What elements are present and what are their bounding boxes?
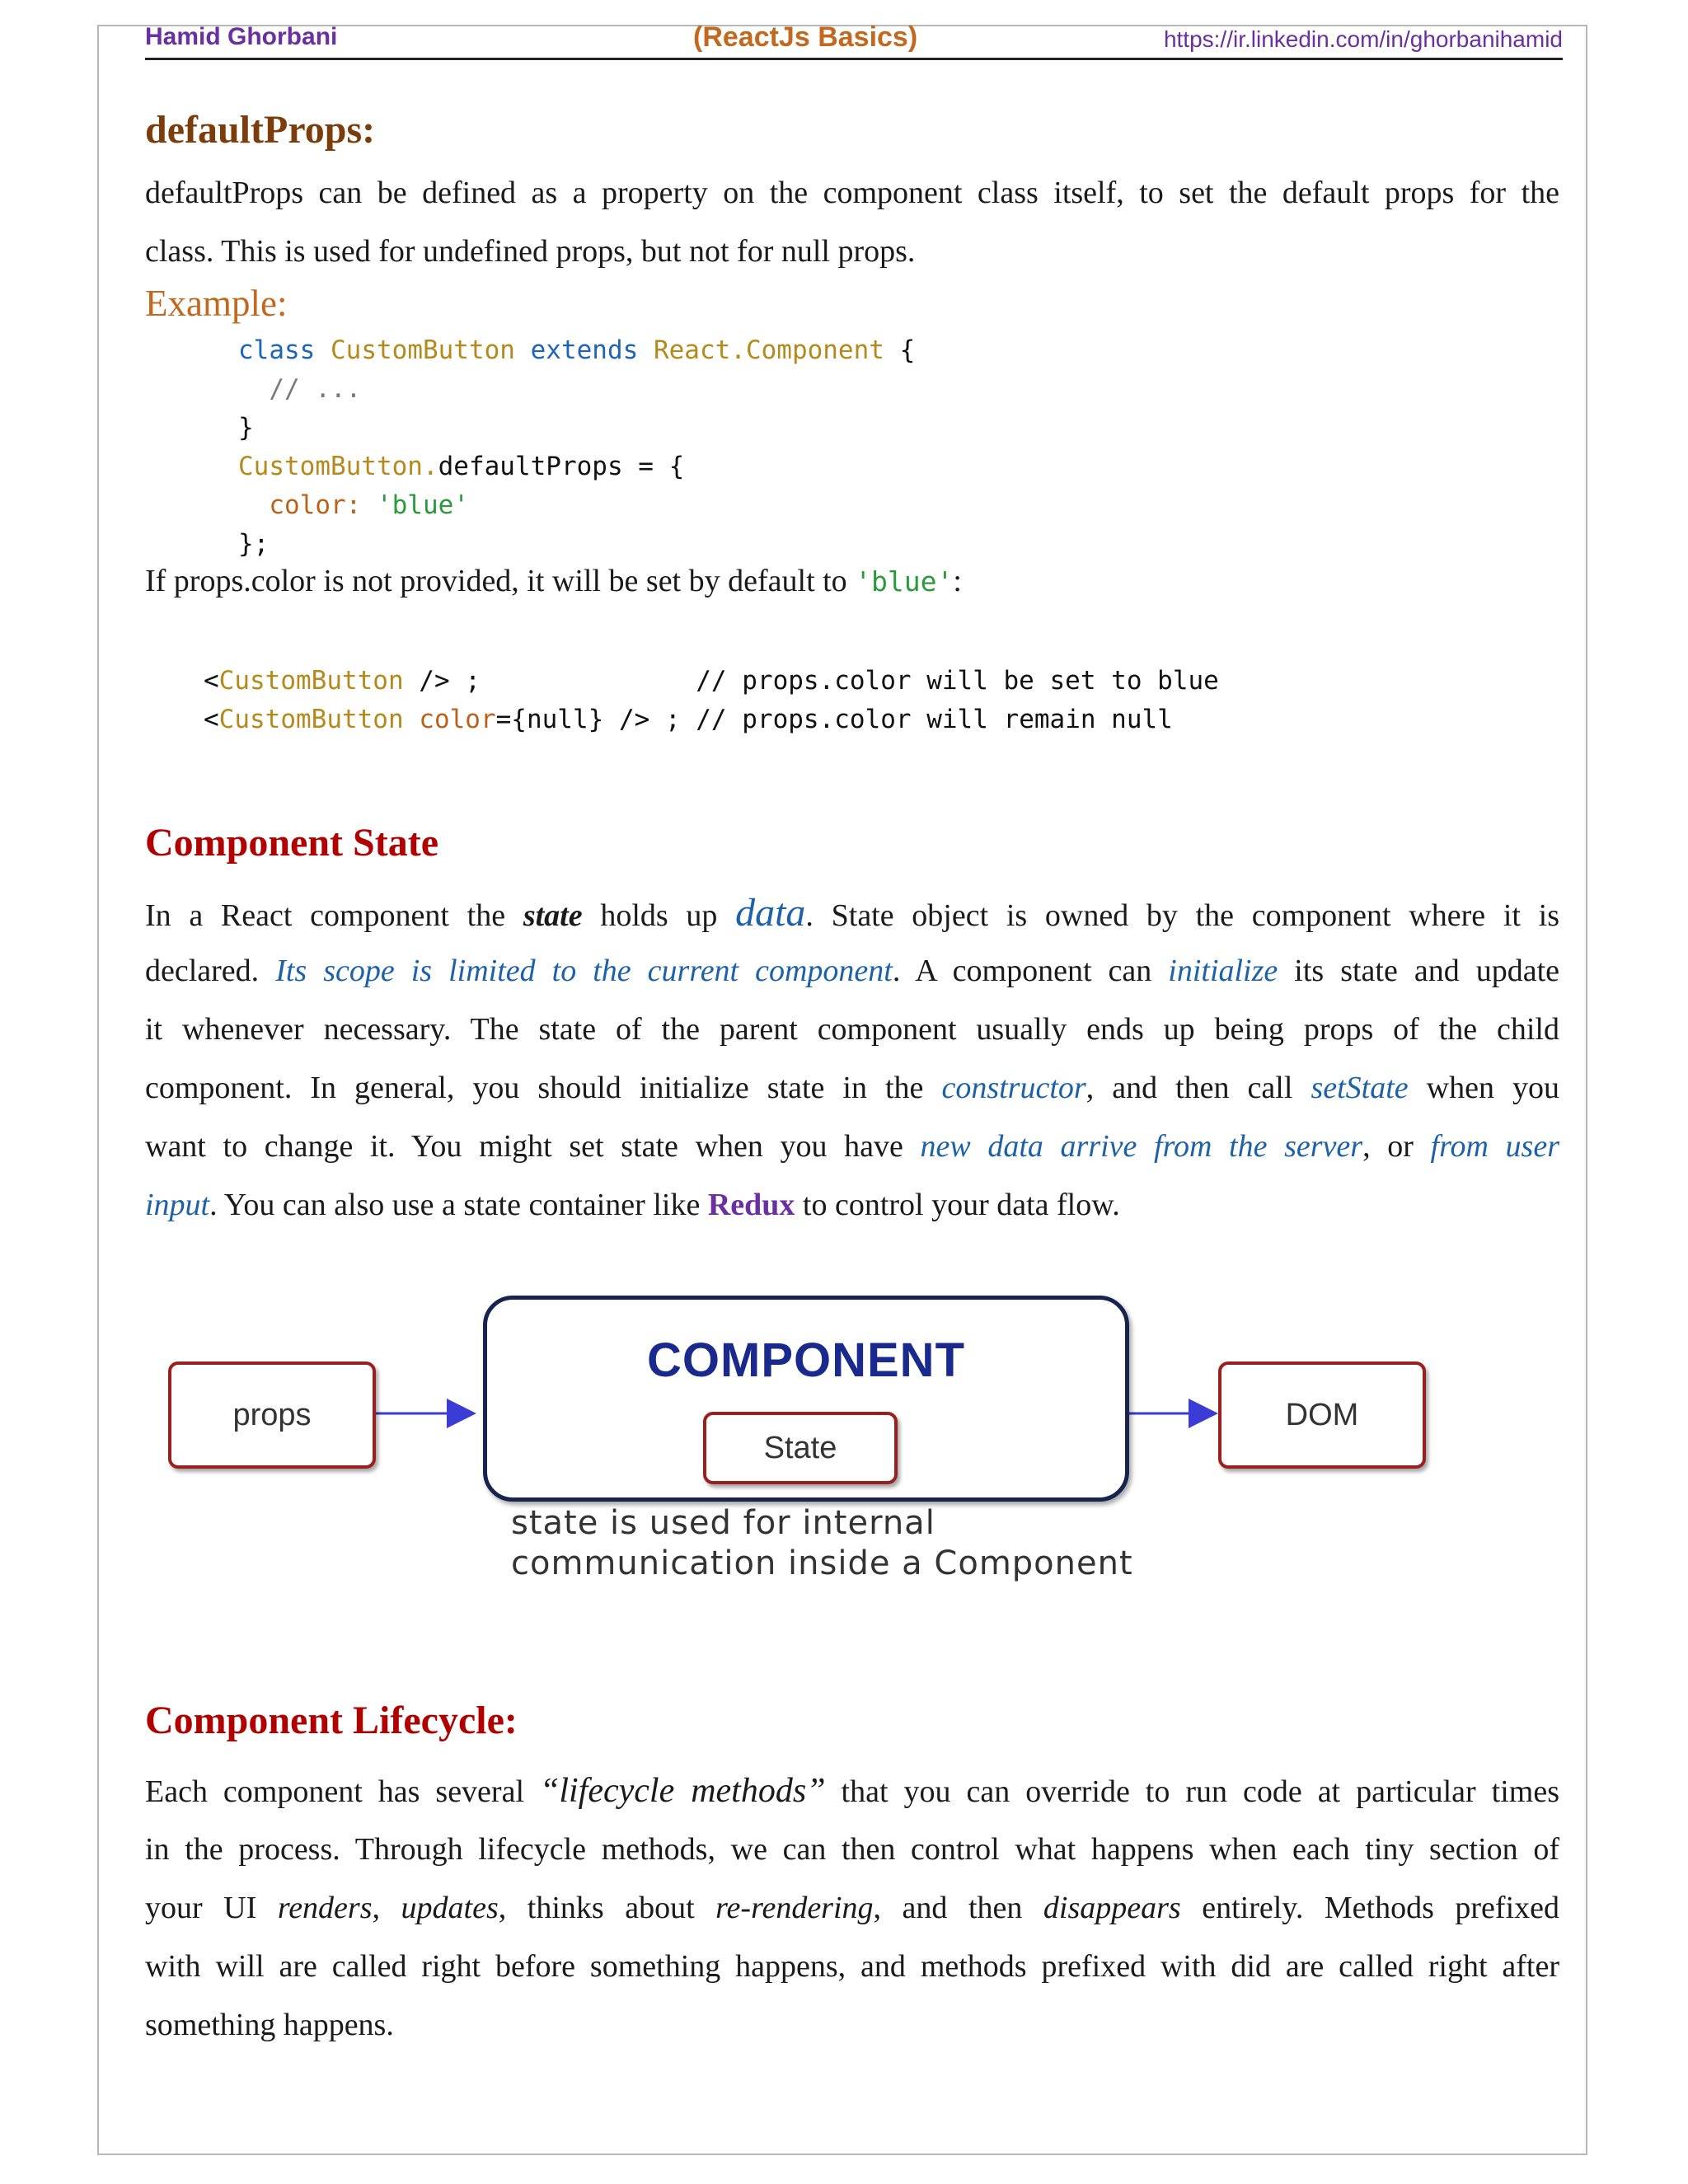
emphasis-renders: renders xyxy=(277,1891,373,1925)
paragraph-line: in the process. Through lifecycle methods, we can then control what happens when each tiny section of xyxy=(145,1832,1559,1867)
paragraph-line: with will are called right before something happens, and methods prefixed with did are called right after xyxy=(145,1949,1559,1984)
text: . You can also use a state container like xyxy=(209,1188,708,1222)
paragraph-line xyxy=(145,1879,1559,1938)
paragraph-line xyxy=(145,1176,1559,1235)
component-lifecycle-paragraph xyxy=(145,1762,1559,2055)
code-line xyxy=(204,666,1219,696)
text: , xyxy=(372,1891,401,1925)
state-diagram xyxy=(157,1286,1442,1599)
emphasis-re-rendering: re-rendering xyxy=(715,1891,874,1925)
paragraph-line: something happens. xyxy=(145,2008,394,2042)
emphasis-setstate: setState xyxy=(1311,1071,1409,1105)
code-line: } xyxy=(238,413,254,443)
code-brace: { xyxy=(899,335,916,365)
emphasis-from-user: from user xyxy=(1430,1129,1559,1164)
diagram-caption xyxy=(511,1503,1133,1584)
paragraph-line xyxy=(145,1118,1559,1176)
code-line xyxy=(269,490,469,520)
emphasis-redux: Redux xyxy=(707,1188,795,1222)
paragraph-line xyxy=(145,883,1559,942)
text: declared. xyxy=(145,954,276,988)
paragraph-line xyxy=(145,942,1559,1001)
default-props-heading: defaultProps: xyxy=(145,108,376,152)
emphasis-scope: Its scope is limited to the current component xyxy=(275,954,893,988)
paragraph-line: defaultProps can be defined as a property on the component class itself, to set the default props for the xyxy=(145,176,1559,210)
emphasis-disappears: disappears xyxy=(1043,1891,1181,1925)
code-keyword: class xyxy=(238,335,316,365)
emphasis-state: state xyxy=(523,898,583,933)
code-keyword: extends xyxy=(530,335,639,365)
default-props-paragraph xyxy=(145,164,1559,281)
text: , and then call xyxy=(1085,1071,1311,1105)
caption-line: state is used for internal xyxy=(511,1504,935,1542)
code-text: /> ; // props.color will be set to blue xyxy=(403,666,1219,696)
paragraph-line xyxy=(145,1762,1559,1821)
code-line xyxy=(238,452,684,481)
code-class: CustomButton xyxy=(331,335,515,365)
code-tag: CustomButton xyxy=(218,705,404,734)
header-title: (ReactJs Basics) xyxy=(693,21,918,53)
example-label: Example: xyxy=(145,283,288,324)
code-text: defaultProps = { xyxy=(438,452,685,481)
text: that you can override to run code at particular times xyxy=(825,1774,1559,1809)
code-block-default-props xyxy=(238,331,915,564)
emphasis-input: input xyxy=(145,1188,210,1222)
emphasis-constructor: constructor xyxy=(941,1071,1086,1105)
header-linkedin-link[interactable]: https://ir.linkedin.com/in/ghorbanihamid xyxy=(1163,26,1563,52)
text: , and then xyxy=(873,1891,1043,1925)
inline-code: 'blue' xyxy=(855,565,954,598)
code-line: }; xyxy=(238,529,270,559)
note-end: : xyxy=(953,564,962,598)
text: entirely. Methods prefixed xyxy=(1180,1891,1559,1925)
note-text: If props.color is not provided, it will be set by default to xyxy=(145,564,847,598)
text: . A component can xyxy=(892,954,1169,988)
text: your UI xyxy=(145,1891,278,1925)
code-class: React.Component xyxy=(653,335,884,365)
default-note xyxy=(145,552,1559,611)
paragraph-line xyxy=(145,1059,1559,1118)
code-string: 'blue' xyxy=(376,490,469,520)
code-line xyxy=(238,335,915,365)
text: want to change it. You might set state when you have xyxy=(145,1129,921,1164)
caption-line: communication inside a Component xyxy=(511,1544,1133,1582)
code-line xyxy=(204,705,1173,734)
code-text: < xyxy=(204,705,219,734)
code-property: color: xyxy=(269,490,362,520)
text: holds up xyxy=(582,898,736,933)
state-box: State xyxy=(703,1412,898,1484)
code-comment: // ... xyxy=(269,374,362,404)
text: Each component has several xyxy=(145,1774,540,1809)
text: , or xyxy=(1362,1129,1431,1164)
text: , thinks about xyxy=(498,1891,716,1925)
code-text: ={null} /> ; // props.color will remain null xyxy=(495,705,1173,734)
emphasis-lifecycle-methods: “lifecycle methods” xyxy=(539,1772,826,1810)
page-header xyxy=(145,21,1563,60)
dom-box: DOM xyxy=(1218,1361,1426,1469)
text: when you xyxy=(1408,1071,1560,1105)
emphasis-new-data: new data arrive from the server xyxy=(920,1129,1363,1164)
text: its state and update xyxy=(1278,954,1560,988)
component-lifecycle-heading: Component Lifecycle: xyxy=(145,1699,518,1742)
paragraph-line: it whenever necessary. The state of the parent component usually ends up being props of the child xyxy=(145,1012,1559,1047)
code-attribute: color xyxy=(419,705,496,734)
emphasis-data: data xyxy=(735,891,806,935)
emphasis-initialize: initialize xyxy=(1168,954,1278,988)
props-box: props xyxy=(168,1361,376,1469)
emphasis-updates: updates xyxy=(401,1891,499,1925)
code-text: < xyxy=(204,666,219,696)
component-state-paragraph xyxy=(145,883,1559,1235)
text: In a React component the xyxy=(145,898,523,933)
paragraph-line: class. This is used for undefined props, but not for null props. xyxy=(145,234,916,269)
component-state-heading: Component State xyxy=(145,821,438,865)
text: . State object is owned by the component where it is xyxy=(805,898,1560,933)
code-tag: CustomButton xyxy=(218,666,404,696)
code-block-usage xyxy=(204,662,1219,739)
text: component. In general, you should initialize state in the xyxy=(145,1071,942,1105)
component-box xyxy=(483,1296,1129,1502)
code-class: CustomButton. xyxy=(238,452,438,481)
text: to control your data flow. xyxy=(795,1188,1120,1222)
paragraph-line xyxy=(145,552,1559,611)
component-title: COMPONENT xyxy=(647,1333,965,1387)
header-author: Hamid Ghorbani xyxy=(145,23,338,50)
